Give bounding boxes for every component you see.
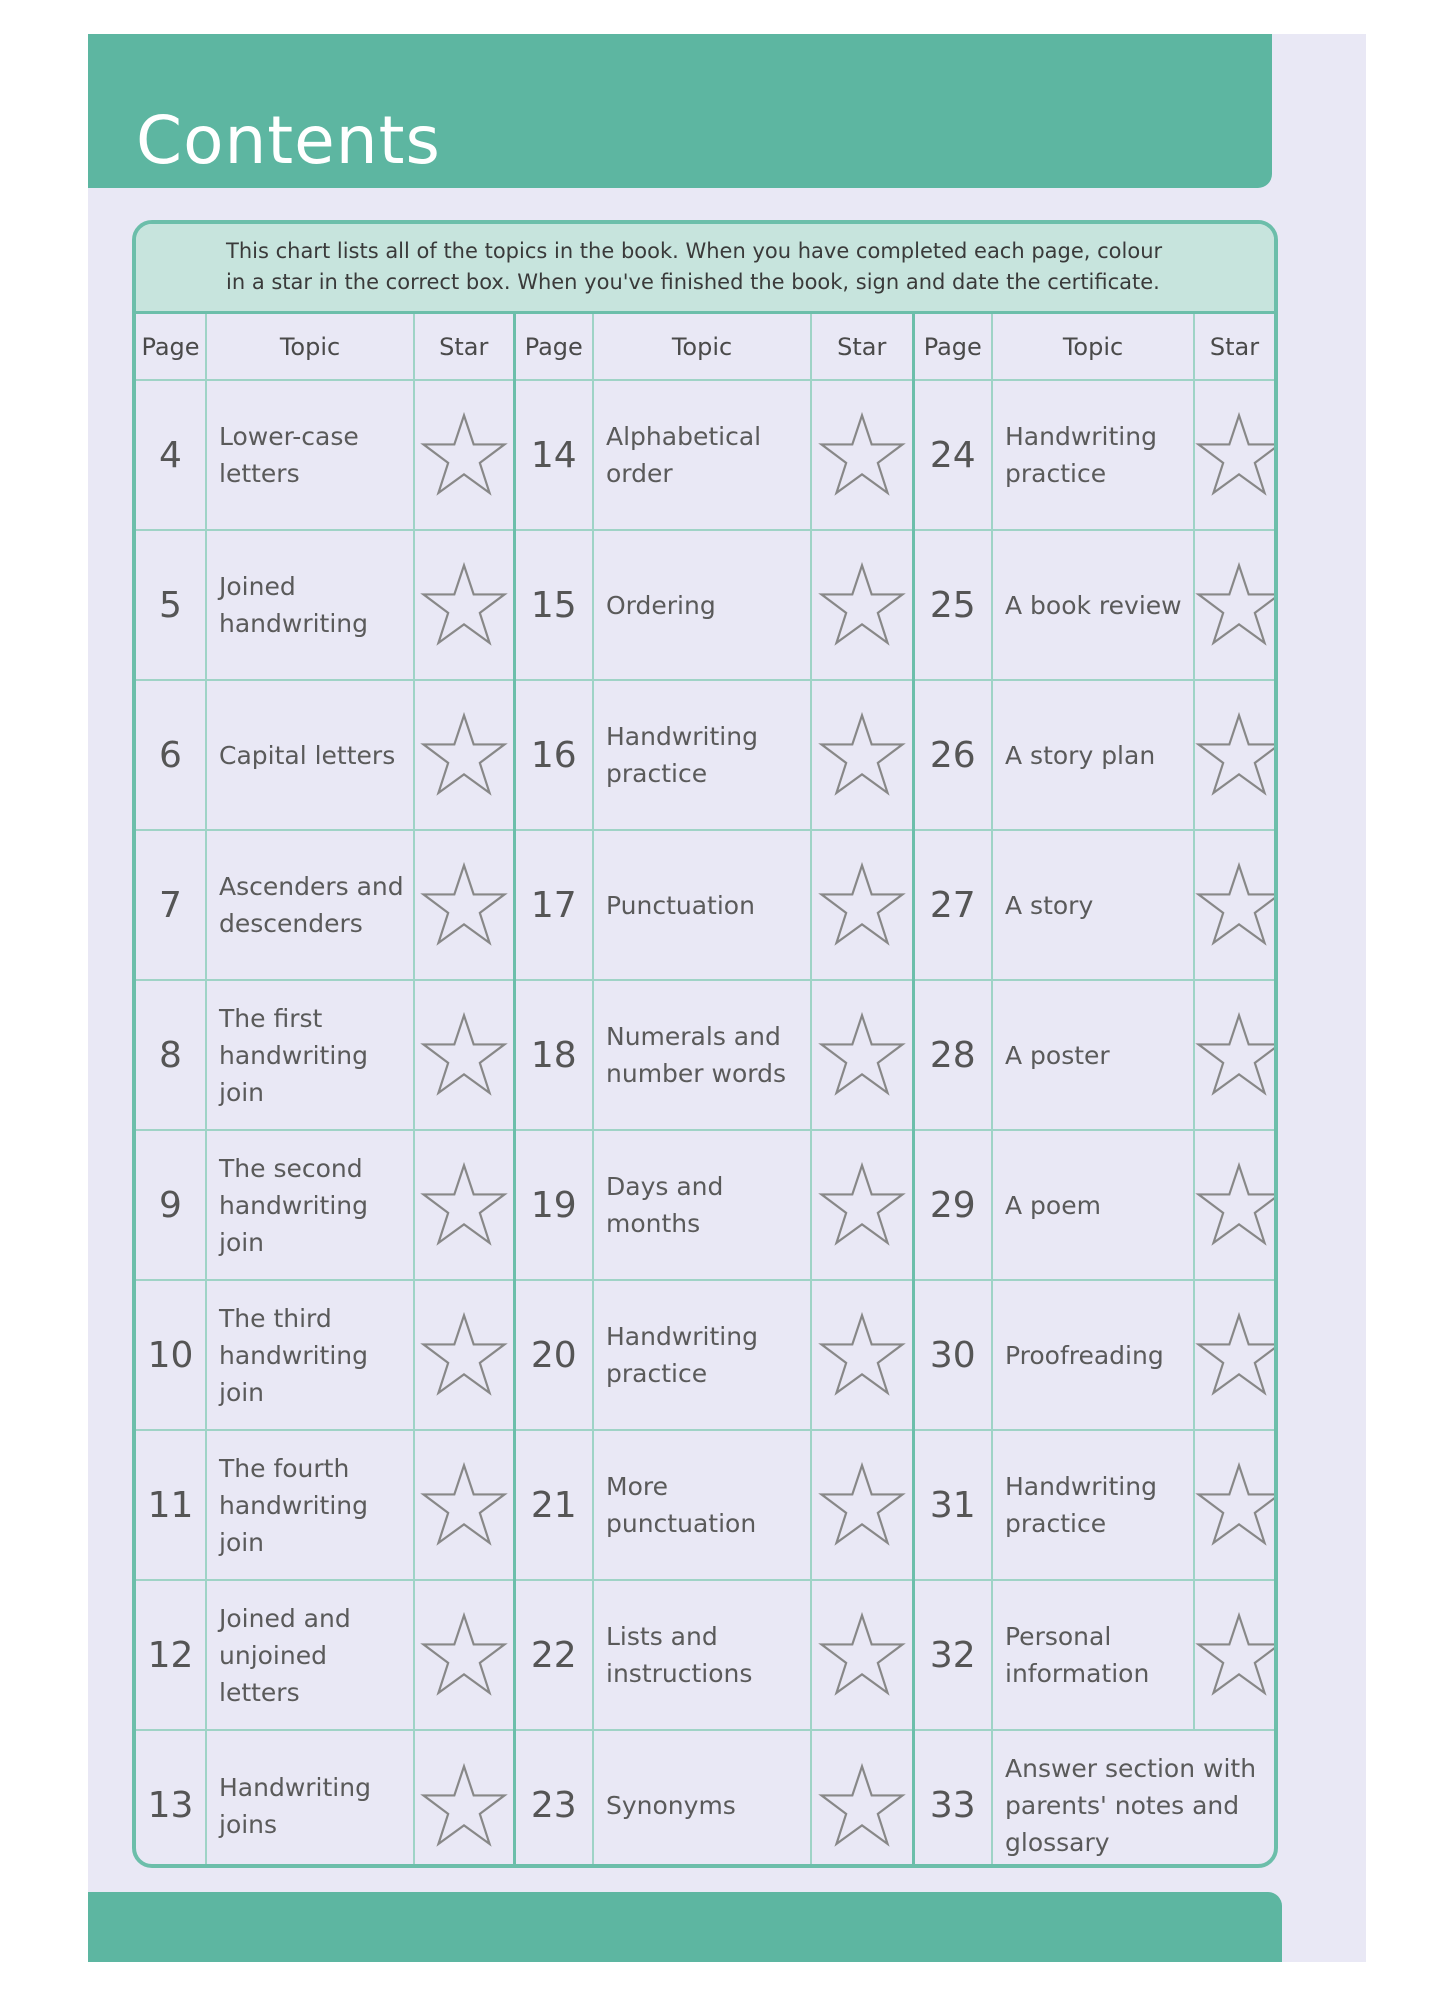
star-outline-icon[interactable] [420,1045,508,1064]
column-header-topic: Topic [206,314,414,380]
star-cell[interactable] [1194,1580,1274,1730]
topic-name: A story plan [992,680,1194,830]
footer-band [88,1892,1282,1962]
page-number: 15 [514,530,593,680]
page-number: 11 [136,1430,206,1580]
star-outline-icon[interactable] [818,1345,906,1364]
column-header-page: Page [514,314,593,380]
star-cell[interactable] [811,1430,913,1580]
page-number: 28 [913,980,992,1130]
star-outline-icon[interactable] [1195,895,1278,914]
star-outline-icon[interactable] [1195,1645,1278,1664]
table-row [136,530,1274,680]
star-outline-icon[interactable] [1195,745,1278,764]
star-outline-icon[interactable] [420,1795,508,1814]
star-outline-icon[interactable] [818,1195,906,1214]
topic-name: A poem [992,1130,1194,1280]
column-header-star: Star [811,314,913,380]
page-number: 13 [136,1730,206,1868]
page-number: 32 [913,1580,992,1730]
topic-name: Capital letters [206,680,414,830]
topic-name: The third handwriting join [206,1280,414,1430]
topic-name: Joined handwriting [206,530,414,680]
topic-name: Punctuation [593,830,811,980]
star-outline-icon[interactable] [1195,595,1278,614]
star-outline-icon[interactable] [420,895,508,914]
page-number: 14 [514,380,593,530]
star-outline-icon[interactable] [420,1495,508,1514]
page-number: 4 [136,380,206,530]
topic-name: Ordering [593,530,811,680]
topic-name: Alphabetical order [593,380,811,530]
contents-page [88,34,1366,1962]
page-number: 5 [136,530,206,680]
topic-name: Handwriting practice [992,1430,1194,1580]
star-outline-icon[interactable] [818,1795,906,1814]
star-outline-icon[interactable] [1195,1045,1278,1064]
column-header-page: Page [913,314,992,380]
page-number: 9 [136,1130,206,1280]
topic-name: A book review [992,530,1194,680]
intro-line-1: This chart lists all of the topics in the book. When you have completed each page, colour [226,239,1163,263]
star-cell[interactable] [811,530,913,680]
star-cell[interactable] [1194,980,1274,1130]
star-cell[interactable] [414,680,514,830]
topic-name: Personal information [992,1580,1194,1730]
table-row [136,1580,1274,1730]
page-number: 12 [136,1580,206,1730]
topic-name: The second handwriting join [206,1130,414,1280]
star-cell[interactable] [811,1730,913,1868]
star-cell[interactable] [414,830,514,980]
page-number: 18 [514,980,593,1130]
column-header-topic: Topic [992,314,1194,380]
star-cell[interactable] [1194,1130,1274,1280]
star-outline-icon[interactable] [818,1645,906,1664]
page-number: 21 [514,1430,593,1580]
page-number: 17 [514,830,593,980]
star-outline-icon[interactable] [818,1045,906,1064]
page-number: 30 [913,1280,992,1430]
intro-line-2: in a star in the correct box. When you've finished the book, sign and date the certificate. [226,270,1160,294]
contents-table [136,314,1274,1868]
star-outline-icon[interactable] [420,445,508,464]
star-cell[interactable] [1194,1430,1274,1580]
contents-chart [132,220,1278,1868]
table-row [136,980,1274,1130]
topic-name: Handwriting joins [206,1730,414,1868]
star-outline-icon[interactable] [420,1645,508,1664]
page-number: 16 [514,680,593,830]
star-cell[interactable] [811,680,913,830]
star-cell[interactable] [414,1280,514,1430]
table-row [136,1430,1274,1580]
column-header-page: Page [136,314,206,380]
page-number: 10 [136,1280,206,1430]
star-cell[interactable] [1194,380,1274,530]
star-outline-icon[interactable] [818,1495,906,1514]
star-cell[interactable] [414,1580,514,1730]
page-title: Contents [136,102,441,179]
table-row [136,830,1274,980]
topic-name: Lists and instructions [593,1580,811,1730]
star-cell[interactable] [414,530,514,680]
star-cell[interactable] [414,1430,514,1580]
star-outline-icon[interactable] [1195,1195,1278,1214]
star-outline-icon[interactable] [818,595,906,614]
page-number: 33 [913,1730,992,1868]
star-cell[interactable] [811,1130,913,1280]
star-cell[interactable] [414,980,514,1130]
page-number: 25 [913,530,992,680]
topic-name: Answer section with parents' notes and glossary [992,1730,1274,1868]
page-number: 22 [514,1580,593,1730]
star-cell[interactable] [811,1580,913,1730]
page-number: 29 [913,1130,992,1280]
topic-name: A poster [992,980,1194,1130]
star-cell[interactable] [811,1280,913,1430]
topic-name: Proofreading [992,1280,1194,1430]
star-outline-icon[interactable] [420,745,508,764]
star-cell[interactable] [811,980,913,1130]
page-number: 23 [514,1730,593,1868]
page-number: 24 [913,380,992,530]
topic-name: Numerals and number words [593,980,811,1130]
star-outline-icon[interactable] [818,895,906,914]
intro-text [136,224,1274,314]
page-number: 19 [514,1130,593,1280]
star-cell[interactable] [1194,1280,1274,1430]
page-number: 6 [136,680,206,830]
topic-name: The first handwriting join [206,980,414,1130]
star-outline-icon[interactable] [1195,445,1278,464]
page-number: 27 [913,830,992,980]
star-outline-icon[interactable] [1195,1345,1278,1364]
star-outline-icon[interactable] [1195,1495,1278,1514]
star-cell[interactable] [414,1730,514,1868]
topic-name: A story [992,830,1194,980]
page-number: 31 [913,1430,992,1580]
star-cell[interactable] [414,1130,514,1280]
table-row [136,1730,1274,1868]
star-cell[interactable] [414,380,514,530]
star-cell[interactable] [1194,830,1274,980]
star-outline-icon[interactable] [420,1195,508,1214]
star-cell[interactable] [811,830,913,980]
topic-name: Ascenders and descenders [206,830,414,980]
page-number: 26 [913,680,992,830]
star-outline-icon[interactable] [818,445,906,464]
star-cell[interactable] [811,380,913,530]
star-cell[interactable] [1194,680,1274,830]
page-number: 7 [136,830,206,980]
topic-name: Lower-case letters [206,380,414,530]
table-row [136,1130,1274,1280]
column-header-star: Star [1194,314,1274,380]
topic-name: Joined and unjoined letters [206,1580,414,1730]
table-row [136,380,1274,530]
header-row [136,314,1274,380]
topic-name: Handwriting practice [593,680,811,830]
topic-name: The fourth handwriting join [206,1430,414,1580]
star-outline-icon[interactable] [420,595,508,614]
page-number: 20 [514,1280,593,1430]
column-header-topic: Topic [593,314,811,380]
topic-name: Handwriting practice [992,380,1194,530]
topic-name: More punctuation [593,1430,811,1580]
header-band [88,34,1272,188]
page-number: 8 [136,980,206,1130]
table-row [136,680,1274,830]
table-row [136,1280,1274,1430]
star-outline-icon[interactable] [420,1345,508,1364]
topic-name: Days and months [593,1130,811,1280]
topic-name: Handwriting practice [593,1280,811,1430]
star-outline-icon[interactable] [818,745,906,764]
topic-name: Synonyms [593,1730,811,1868]
column-header-star: Star [414,314,514,380]
star-cell[interactable] [1194,530,1274,680]
